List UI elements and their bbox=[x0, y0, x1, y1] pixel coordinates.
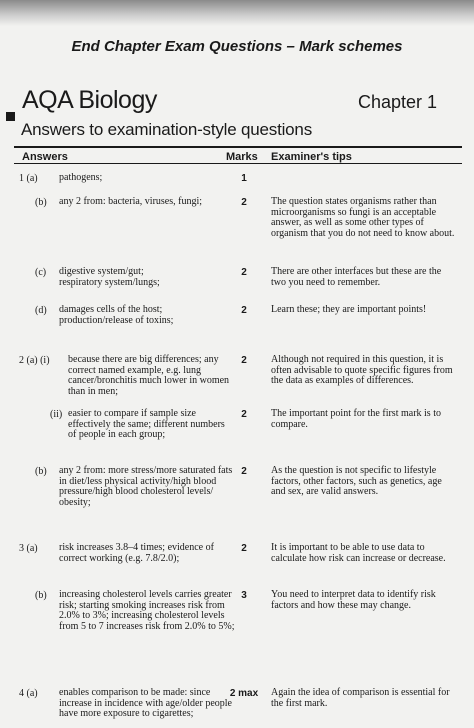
examiner-tip: As the question is not specific to lifestyle factors, other factors, such as genetics, age and sex, are valid answers. bbox=[271, 465, 442, 497]
examiner-tip: There are other interfaces but these are the two you need to remember. bbox=[271, 266, 442, 288]
answer-text: any 2 from: more stress/more saturated fats in diet/less physical activity/high blood pressure/high blood cholesterol levels/ obesity; bbox=[59, 465, 233, 508]
question-number: (b) bbox=[35, 466, 47, 477]
answer-text: damages cells of the host; production/release of toxins; bbox=[59, 304, 174, 326]
section-subtitle: Answers to examination-style questions bbox=[21, 120, 312, 139]
header-bottom-rule bbox=[14, 163, 462, 164]
marks-value: 2 bbox=[241, 409, 247, 420]
table-top-rule bbox=[14, 146, 462, 148]
question-number: (d) bbox=[35, 305, 47, 316]
question-number: 1 (a) bbox=[19, 173, 38, 184]
answer-text: pathogens; bbox=[59, 172, 103, 183]
question-number: 3 (a) bbox=[19, 543, 38, 554]
question-number: (ii) bbox=[50, 409, 63, 420]
scan-shadow-bar bbox=[0, 0, 474, 26]
examiner-tip: Again the idea of comparison is essential for the first mark. bbox=[271, 687, 450, 709]
answer-text: digestive system/gut; respiratory system/lungs; bbox=[59, 266, 160, 288]
chapter-label: Chapter 1 bbox=[358, 92, 438, 112]
answer-text: enables comparison to be made: since increase in incidence with age/older people have more exposure to cigarettes; bbox=[59, 687, 232, 719]
answer-text: risk increases 3.8–4 times; evidence of correct working (e.g. 7.8/2.0); bbox=[59, 542, 214, 564]
col-header-tips: Examiner's tips bbox=[271, 151, 352, 163]
examiner-tip: Learn these; they are important points! bbox=[271, 304, 427, 315]
marks-value: 2 bbox=[241, 466, 247, 477]
examiner-tip: The important point for the first mark is to compare. bbox=[271, 408, 441, 430]
answer-text: any 2 from: bacteria, viruses, fungi; bbox=[59, 196, 203, 207]
question-number: (b) bbox=[35, 590, 47, 601]
question-number: (b) bbox=[35, 197, 47, 208]
examiner-tip: Although not required in this question, it is often advisable to quote specific figures from the data as examples of differences. bbox=[271, 354, 453, 386]
question-number: (c) bbox=[35, 267, 47, 278]
examiner-tip: It is important to be able to use data to calculate how risk can increase or decrease. bbox=[271, 542, 446, 564]
section-bullet bbox=[6, 112, 15, 121]
col-header-answers: Answers bbox=[22, 151, 68, 163]
brand-logo-text: AQA Biology bbox=[22, 86, 157, 114]
answer-text: because there are big differences; any correct named example, e.g. lung cancer/bronchitis much lower in women than in men; bbox=[68, 354, 230, 397]
col-header-marks: Marks bbox=[226, 151, 258, 163]
examiner-tip: The question states organisms rather than microorganisms so fungi is an acceptable answer, as well as some other types of organism that you do not need to know about. bbox=[271, 196, 455, 239]
marks-value: 1 bbox=[241, 173, 247, 184]
answer-text: easier to compare if sample size effectively the same; different numbers of people in each group; bbox=[68, 408, 225, 440]
question-number: 4 (a) bbox=[19, 688, 38, 699]
question-number: 2 (a) (i) bbox=[19, 355, 50, 366]
marks-value: 2 bbox=[241, 543, 247, 554]
examiner-tip: You need to interpret data to identify risk factors and how these may change. bbox=[271, 589, 436, 611]
marks-value: 2 max bbox=[229, 688, 259, 699]
answer-text: increasing cholesterol levels carries greater risk; starting smoking increases risk from 2.0% to 3%; increasing cholesterol levels from 5 to 7 increases risk from 2.0% to 5%; bbox=[59, 589, 235, 632]
marks-value: 3 bbox=[241, 590, 247, 601]
page-title: End Chapter Exam Questions – Mark schemes bbox=[71, 38, 403, 55]
marks-value: 2 bbox=[241, 355, 247, 366]
marks-value: 2 bbox=[241, 305, 247, 316]
marks-value: 2 bbox=[241, 267, 247, 278]
marks-value: 2 bbox=[241, 197, 247, 208]
